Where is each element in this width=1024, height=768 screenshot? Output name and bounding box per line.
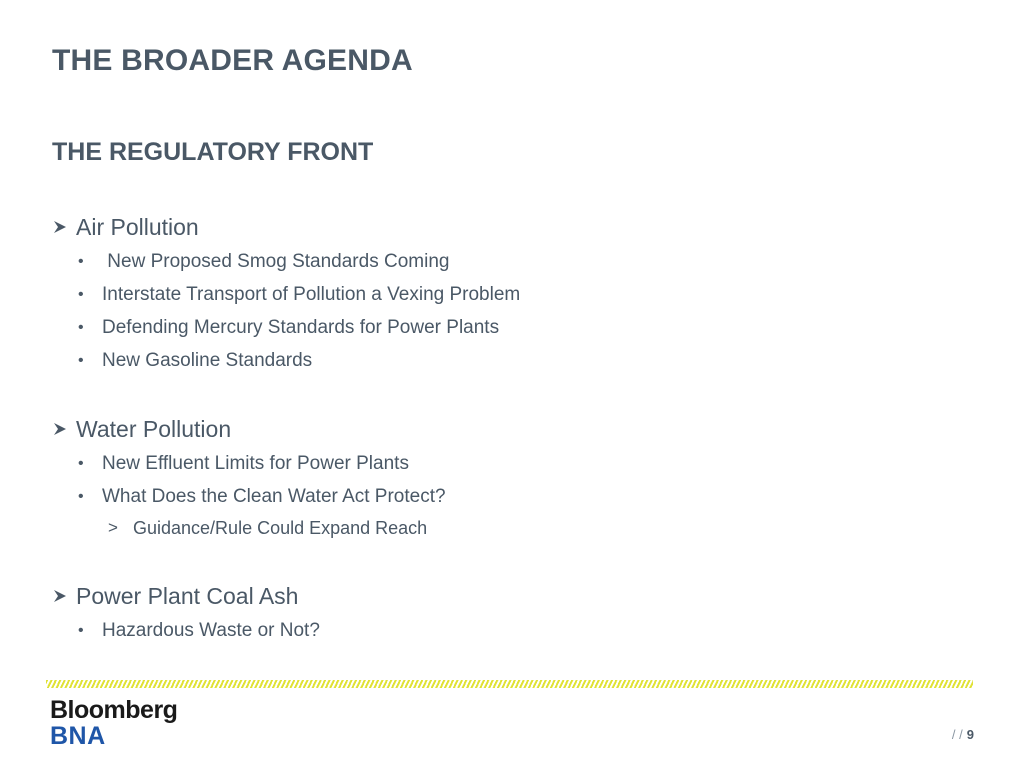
arrow-bullet-icon (52, 588, 68, 604)
logo-line-bloomberg: Bloomberg (50, 696, 178, 724)
page-number-slashes: / / (951, 727, 963, 742)
arrow-bullet-icon (52, 421, 68, 437)
bullet-icon: • (78, 286, 84, 303)
bullet-icon: • (78, 352, 84, 369)
list-item (52, 614, 320, 647)
bullet-list (52, 447, 446, 513)
section-label: Water Pollution (76, 415, 232, 442)
list-item (52, 344, 520, 377)
bullet-icon: • (78, 488, 84, 505)
list-item (52, 311, 520, 344)
bullet-list (52, 245, 520, 377)
list-item (52, 480, 446, 513)
list-item (52, 447, 446, 480)
list-item-text: Interstate Transport of Pollution a Vexing Problem (102, 284, 521, 305)
section-air-pollution (52, 212, 520, 377)
sub-list-item (52, 513, 446, 543)
page-number (952, 727, 974, 742)
bloomberg-bna-logo (50, 698, 177, 749)
section-coal-ash (52, 581, 320, 647)
list-item-text: New Effluent Limits for Power Plants (102, 453, 409, 474)
bullet-icon: • (78, 622, 84, 639)
list-item-text: What Does the Clean Water Act Protect? (102, 486, 446, 507)
arrow-bullet-icon (52, 219, 68, 235)
page-number-value: 9 (966, 727, 974, 742)
chevron-right-icon: > (108, 518, 118, 537)
logo-line-bna: BNA (50, 722, 106, 750)
section-heading (52, 212, 520, 242)
list-item (52, 278, 520, 311)
section-label: Power Plant Coal Ash (76, 582, 299, 609)
bullet-icon: • (78, 319, 84, 336)
section-heading (52, 414, 446, 444)
list-item (52, 245, 520, 278)
list-item-text: New Proposed Smog Standards Coming (102, 251, 450, 272)
bullet-icon: • (78, 455, 84, 472)
sub-list-item-text: Guidance/Rule Could Expand Reach (133, 518, 428, 538)
slide-subtitle: THE REGULATORY FRONT (52, 138, 374, 166)
footer-divider (46, 680, 973, 688)
section-water-pollution (52, 414, 446, 543)
section-label: Air Pollution (76, 213, 199, 240)
list-item-text: Hazardous Waste or Not? (102, 620, 320, 641)
list-item-text: Defending Mercury Standards for Power Plants (102, 317, 500, 338)
bullet-icon: • (78, 253, 84, 270)
section-heading (52, 581, 320, 611)
bullet-list (52, 614, 320, 647)
list-item-text: New Gasoline Standards (102, 350, 313, 371)
slide-title: THE BROADER AGENDA (52, 44, 413, 77)
